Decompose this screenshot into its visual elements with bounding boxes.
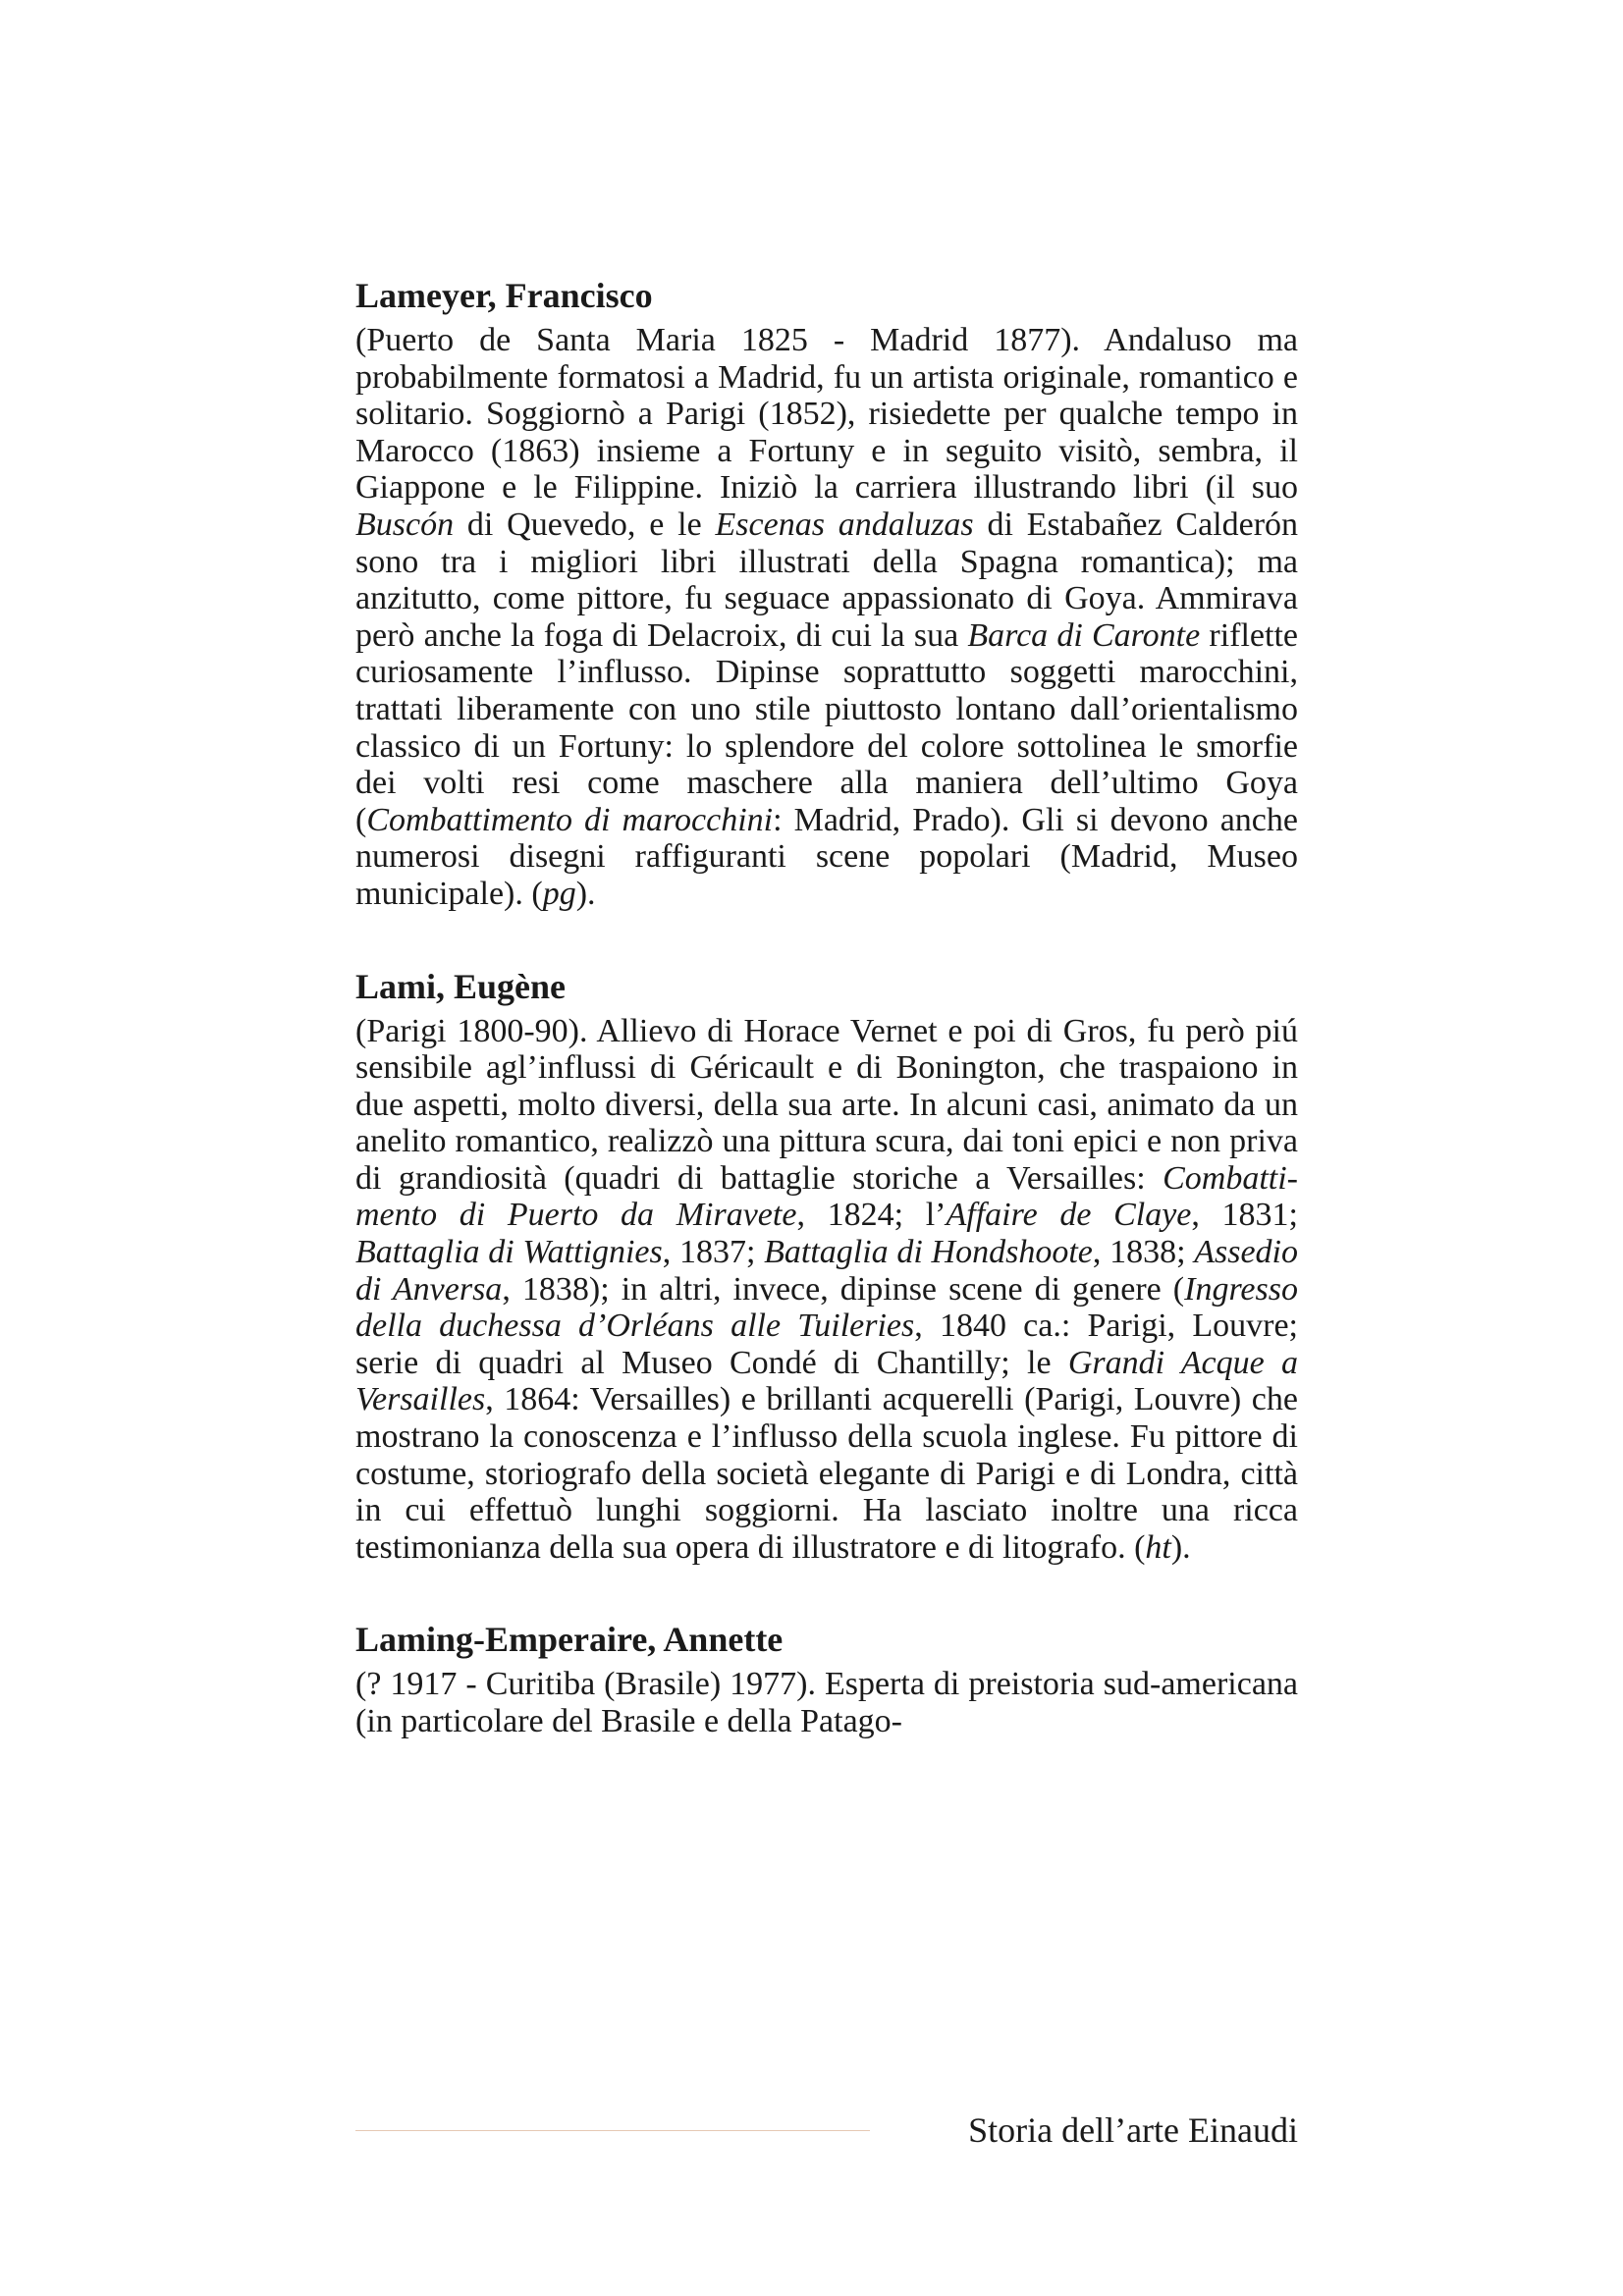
italic-text: Ingresso della duchessa d’Orléans alle Tuileries <box>355 1270 1298 1345</box>
text-run: , 1840 ca.: Parigi, Louvre; serie di quadri al Museo Condé di Chantilly; le <box>355 1308 1298 1381</box>
italic-text: Affaire de Claye <box>946 1197 1192 1234</box>
footer-text: Storia dell’arte Einaudi <box>968 2110 1298 2150</box>
text-run: , 1824; l’ <box>796 1197 947 1234</box>
italic-text: Barca di Caronte <box>967 616 1201 654</box>
italic-text: Combattimento di marocchini <box>366 801 774 838</box>
italic-text: Escenas andaluzas <box>715 506 974 543</box>
text-run: (Parigi 1800-90). Allievo di Horace Vernet e poi di Gros, fu però piú sensibile agl’influssi di Géricault e di Bonington, che traspaiono in due aspetti, molto diversi, della sua arte. In alcuni casi, animato da un anelito romantico, realizzò una pittura scura, dai toni epici e non priva di grandiosità (quadri di battaglie storiche a Versailles: <box>355 1012 1298 1197</box>
page-footer <box>355 2110 1298 2150</box>
footer-rule <box>355 2130 870 2131</box>
italic-text: Battaglia di Wattignies <box>355 1234 663 1271</box>
entry-laming-emperaire <box>355 1617 1298 1739</box>
entry-body <box>355 322 1298 913</box>
italic-text: pg <box>542 875 576 912</box>
text-run: (? 1917 - Curitiba (Brasile) 1977). Esperta di preistoria sud-americana (in particolare del Brasile e della Patago- <box>355 1666 1298 1739</box>
italic-text: Combattimento di Puerto da Miravete <box>355 1159 1298 1234</box>
text-run: di Quevedo, e le <box>454 506 716 543</box>
entry-lami <box>355 964 1298 1567</box>
entry-title: Lami, Eugène <box>355 966 567 1006</box>
page-content <box>355 273 1298 1791</box>
italic-text: Battaglia di Hondshoote <box>764 1234 1093 1271</box>
entry-lameyer <box>355 273 1298 913</box>
italic-text: Buscón <box>355 506 455 543</box>
text-run: , 1864: Versailles) e brillanti acquerelli (Parigi, Louvre) che mostrano la conoscenza e l’influsso della scuola inglese. Fu pittore di costume, storiografo della società elegante di Parigi e di Londra, città in cui effettuò lunghi soggiorni. Ha lasciato inoltre una ricca testimonianza della sua opera di illustratore e di litografo. ( <box>355 1381 1298 1566</box>
italic-text: Assedio di Anversa <box>355 1234 1299 1308</box>
text-run: ). <box>575 875 596 912</box>
italic-text: Grandi Acque a Versailles <box>355 1344 1298 1418</box>
text-run: : Madrid, Prado). Gli si devono anche numerosi disegni raffiguranti scene popolari (Madrid, Museo municipale). ( <box>355 801 1298 912</box>
italic-text: ht <box>1145 1528 1171 1566</box>
text-run: riflette curiosamente l’influsso. Dipinse soprattutto soggetti marocchini, trattati liberamente con uno stile piuttosto lontano dall’orientalismo classico di un Fortuny: lo splendore del colore sottolinea le smorfie dei volti resi come maschere alla maniera dell’ultimo Goya ( <box>355 616 1298 838</box>
entry-body <box>355 1666 1298 1739</box>
text-run: , 1831; <box>1191 1197 1298 1234</box>
text-run: , 1837; <box>662 1234 765 1271</box>
text-run: ). <box>1170 1528 1191 1566</box>
text-run: , 1838; <box>1092 1234 1195 1271</box>
entry-title: Lameyer, Francisco <box>355 276 653 315</box>
text-run: di Estabañez Calderón sono tra i migliori libri illustrati della Spagna romantica); ma anzitutto, come pittore, fu seguace appassionato di Goya. Ammirava però anche la foga di Delacroix, di cui la sua <box>355 506 1299 654</box>
entry-body <box>355 1013 1298 1567</box>
text-run: , 1838); in altri, invece, dipinse scene di genere ( <box>502 1270 1185 1308</box>
entry-title: Laming-Emperaire, Annette <box>355 1620 784 1660</box>
text-run: (Puerto de Santa Maria 1825 - Madrid 1877). Andaluso ma probabilmente formatosi a Madrid, fu un artista originale, romantico e solitario. Soggiornò a Parigi (1852), risiedette per qualche tempo in Marocco (1863) insieme a Fortuny e in seguito visitò, sembra, il Giappone e le Filippine. Iniziò la carriera illustrando libri (il suo <box>355 322 1298 507</box>
